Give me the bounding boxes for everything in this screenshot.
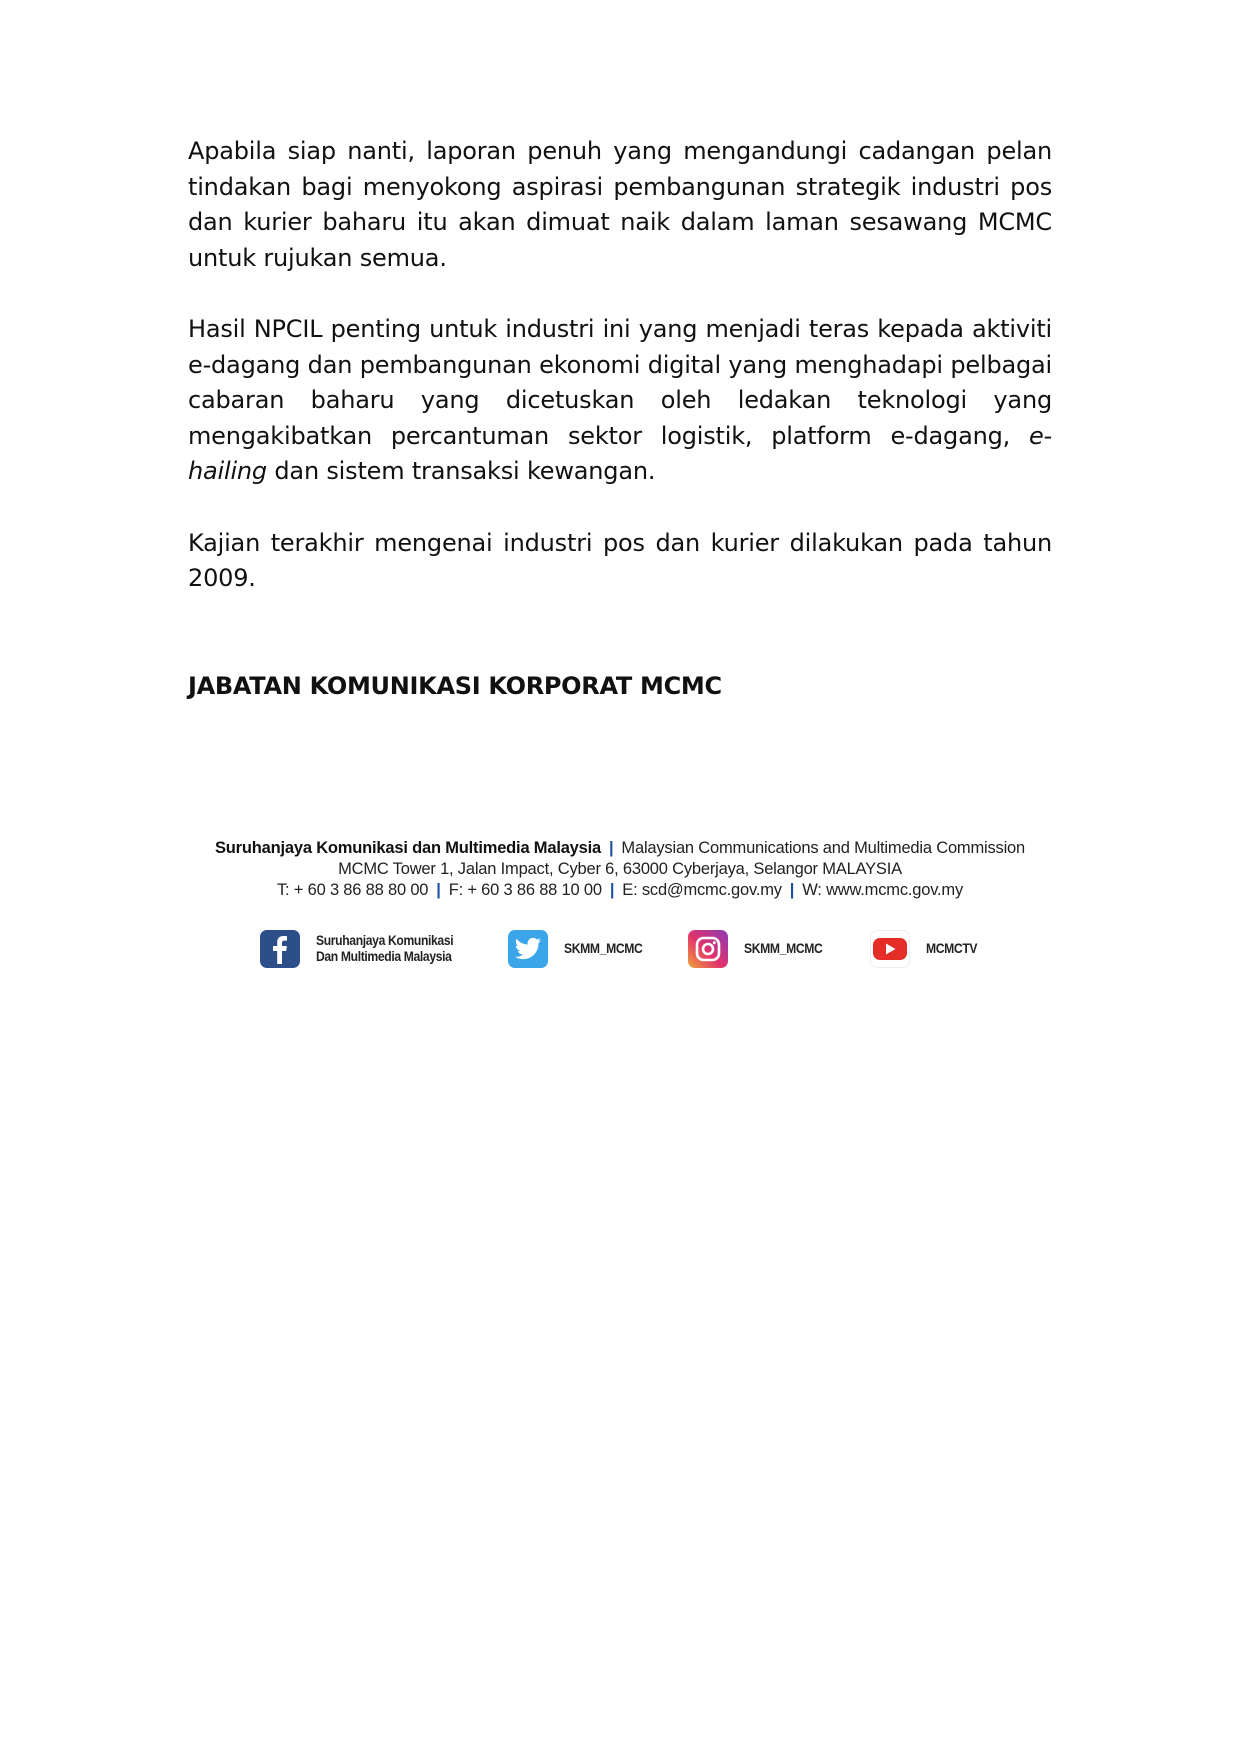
- youtube-label: MCMCTV: [926, 941, 978, 956]
- footer-org-english: Malaysian Communications and Multimedia Commission: [621, 839, 1025, 857]
- instagram-label: SKMM_MCMC: [744, 941, 823, 956]
- paragraph-2: [188, 312, 1052, 490]
- social-media-row: [260, 929, 1020, 969]
- social-facebook[interactable]: [260, 929, 469, 969]
- twitter-label: SKMM_MCMC: [564, 941, 643, 956]
- footer-separator: |: [609, 881, 615, 899]
- press-release-body: [188, 134, 1052, 633]
- facebook-label: [316, 933, 453, 965]
- facebook-label-line1: Suruhanjaya Komunikasi: [316, 933, 454, 948]
- footer-separator: |: [609, 839, 614, 857]
- facebook-label-line2: Dan Multimedia Malaysia: [316, 949, 452, 964]
- footer-separator: |: [789, 881, 795, 899]
- footer-contact-line: [180, 880, 1060, 901]
- social-instagram[interactable]: [688, 929, 831, 969]
- footer-address: MCMC Tower 1, Jalan Impact, Cyber 6, 63000 Cyberjaya, Selangor MALAYSIA: [338, 860, 902, 878]
- paragraph-3: Kajian terakhir mengenai industri pos dan kurier dilakukan pada tahun 2009.: [188, 528, 1052, 592]
- youtube-icon: [870, 930, 910, 968]
- paragraph-2-end: dan sistem transaksi kewangan.: [266, 457, 656, 485]
- social-youtube[interactable]: [870, 929, 983, 969]
- instagram-icon: [688, 930, 728, 968]
- footer-org-malay: Suruhanjaya Komunikasi dan Multimedia Malaysia: [215, 839, 601, 857]
- twitter-icon: [508, 930, 548, 968]
- social-twitter[interactable]: [508, 929, 651, 969]
- sign-off-department: JABATAN KOMUNIKASI KORPORAT MCMC: [188, 672, 722, 700]
- facebook-icon: [260, 930, 300, 968]
- paragraph-2-start: Hasil NPCIL penting untuk industri ini yang menjadi teras kepada aktiviti e-dagang dan pembangunan ekonomi digital yang menghadapi pelbagai cabaran baharu yang dicetuskan oleh ledakan teknologi yang mengakibatkan percantuman sektor logistik, platform e-dagang,: [188, 315, 1052, 450]
- paragraph-1: Apabila siap nanti, laporan penuh yang mengandungi cadangan pelan tindakan bagi menyokong aspirasi pembangunan strategik industri pos dan kurier baharu itu akan dimuat naik dalam laman sesawang MCMC untuk rujukan semua.: [188, 137, 1052, 272]
- footer-separator: |: [436, 881, 441, 899]
- letterhead-footer: [180, 838, 1060, 901]
- footer-website[interactable]: W: www.mcmc.gov.my: [802, 881, 964, 899]
- footer-email[interactable]: E: scd@mcmc.gov.my: [622, 881, 782, 899]
- footer-fax: F: + 60 3 86 88 10 00: [448, 881, 602, 899]
- paragraph-2-italic-term: e-hailing: [188, 421, 1052, 485]
- footer-phone: T: + 60 3 86 88 80 00: [276, 881, 429, 899]
- footer-organisation-line: [180, 838, 1060, 859]
